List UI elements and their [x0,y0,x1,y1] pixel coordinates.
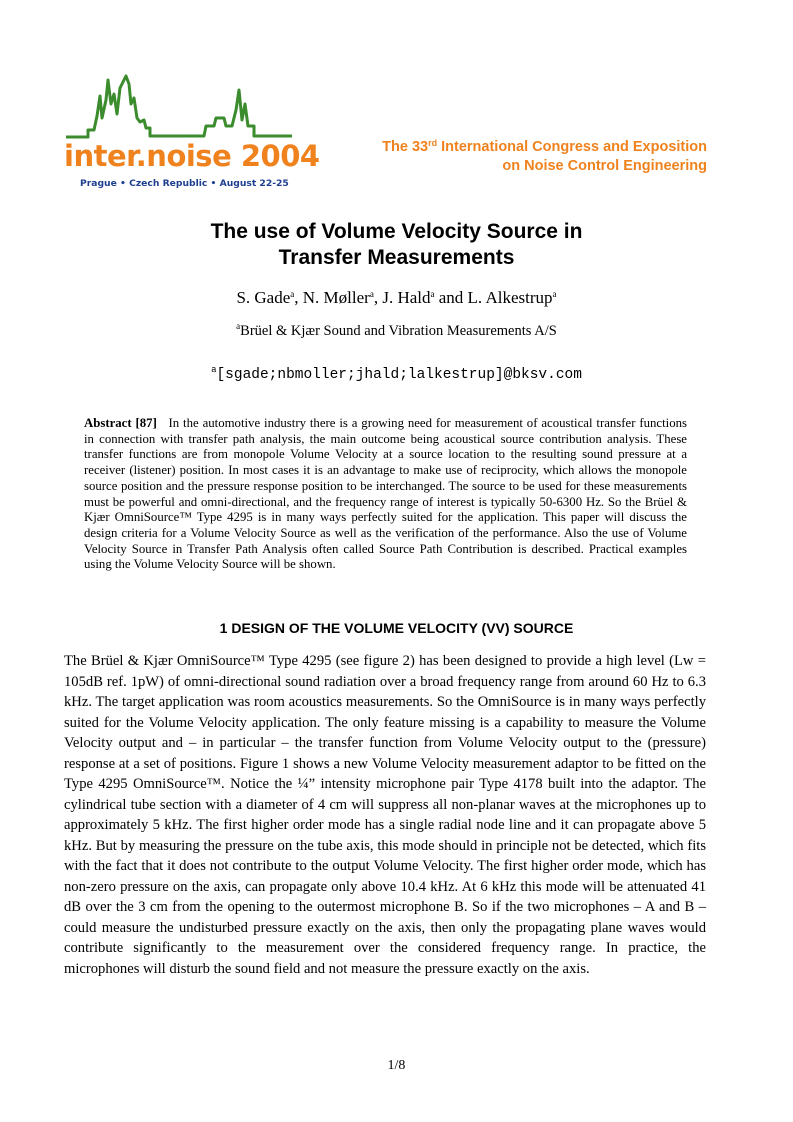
affiliation [0,323,793,340]
author-separator: , [294,288,303,307]
email-superscript: a [211,365,217,375]
abstract [84,416,687,573]
prague-skyline-graphic [64,70,296,142]
email-text: [sgade;nbmoller;jhald;lalkestrup]@bksv.com [216,367,582,383]
author-name: S. Gade [236,288,291,307]
conference-logo [64,70,320,192]
abstract-text: In the automotive industry there is a growing need for measurement of acoustical transfer functions in connection with transfer path analysis, the main outcome being acoustical source contribution analysis. These transfer functions are from monopole Volume Velocity at a source location to the resulting sound pressure at a receiver (listener) position. In most cases it is an advantage to make use of reciprocity, which allows the monopole source position and the pressure response position to be interchanged. The source to be used for these measurements must be powerful and omni-directional, and the frequency range of interest is typically 50-6300 Hz. So the Brüel & Kjær OmniSource™ Type 4295 is in many ways perfectly suited for the application. This paper will discuss the design criteria for a Volume Velocity Source as well as the verification of the performance. Also the use of Volume Velocity Source in Transfer Path Analysis often called Source Path Contribution is described. Practical examples using the Volume Velocity Source will be shown. [84,416,687,572]
page-number: 1/8 [387,1058,406,1073]
author-superscript: a [552,289,557,299]
contact-email [0,367,793,383]
congress-line-1 [382,138,707,157]
author-name: L. Alkestrup [467,288,553,307]
author-list [0,288,793,308]
logo-wordmark: inter.noise 2004 [64,139,320,173]
congress-line-2: on Noise Control Engineering [502,158,707,174]
logo-subtitle: Prague • Czech Republic • August 22-25 [80,178,289,189]
title-line-1: The use of Volume Velocity Source in [210,220,583,243]
affiliation-superscript: a [236,321,241,331]
congress-header [382,138,707,176]
ordinal-superscript: rd [428,138,438,148]
congress-line-1-prefix: The 33 [382,139,429,155]
author-superscript: a [430,289,435,299]
section-paragraph: The Brüel & Kjær OmniSource™ Type 4295 (see figure 2) has been designed to provide a high level (Lw = 105dB ref. 1pW) of omni-directional sound radiation over a broad frequency range from around 60 Hz to 6.3 kHz. The target application was room acoustics measurements. So the OmniSource is in many ways perfectly suited for the Volume Velocity application. The only feature missing is a capability to measure the Volume Velocity output and – in particular – the transfer function from Volume Velocity output to the (pressure) response at a set of positions. Figure 1 shows a new Volume Velocity measurement adaptor to be fitted on the Type 4295 OmniSource™. Notice the ¼” intensity microphone pair Type 4178 built into the adaptor. The cylindrical tube section with a diameter of 4 cm will suppress all non-planar waves at the microphones up to approximately 5 kHz. The first higher order mode has a single radial node line and it can propagate above 5 kHz. But by measuring the pressure on the tube axis, this mode should in principle not be detected, which fits with the fact that it does not contribute to the output Volume Velocity. The first higher order mode, which has non-zero pressure on the axis, can propagate only above 10.4 kHz. At 6 kHz this mode will be attenuated 41 dB over the 3 cm from the opening to the outermost microphone B. So if the two microphones – A and B – could measure the undisturbed pressure exactly on the axis, then only the propagating plane waves would contribute significantly to the measurement over the considered frequency range. In practice, the microphones will disturb the sound field and not measure the pressure exactly on the axis. [64,653,706,977]
author-name: N. Møller [302,288,370,307]
congress-line-1-suffix: International Congress and Exposition [437,139,707,155]
abstract-label: Abstract [87] [84,416,157,430]
title-line-2: Transfer Measurements [278,246,515,269]
author-superscript: a [369,289,374,299]
affiliation-text: Brüel & Kjær Sound and Vibration Measurements A/S [240,323,557,339]
author-name: J. Hald [382,288,431,307]
section-heading: 1 DESIGN OF THE VOLUME VELOCITY (VV) SOURCE [219,620,574,636]
author-superscript: a [290,289,295,299]
author-separator: , [373,288,383,307]
paper-title [0,219,793,271]
author-separator: and [434,288,468,307]
